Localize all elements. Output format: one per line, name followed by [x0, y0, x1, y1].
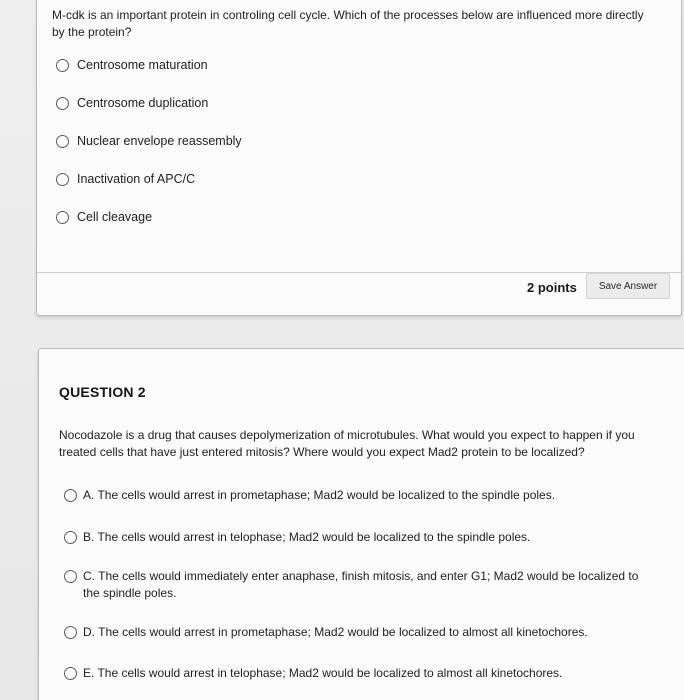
save-answer-button[interactable]: Save Answer — [586, 273, 670, 299]
radio-button[interactable] — [56, 59, 69, 72]
question-1-prompt: M-cdk is an important protein in controling cell cycle. Which of the processes below are influenced more directly by the protein? — [52, 8, 644, 39]
option-label: C. The cells would immediately enter anaphase, finish mitosis, and enter G1; Mad2 would be localized to the spindle poles. — [83, 569, 639, 600]
radio-button[interactable] — [56, 173, 69, 186]
question-2-card — [38, 348, 684, 700]
option-label: Nuclear envelope reassembly — [77, 134, 242, 148]
radio-button[interactable] — [64, 489, 77, 502]
q2-option-c[interactable] — [64, 568, 643, 602]
question-1-card — [36, 0, 682, 316]
q1-option-inactivation-apc-c[interactable] — [56, 172, 195, 186]
q2-option-d[interactable] — [64, 624, 643, 641]
option-label: B. The cells would arrest in telophase; Mad2 would be localized to the spindle poles. — [83, 530, 531, 544]
points-label: 2 points — [527, 280, 577, 295]
radio-button[interactable] — [56, 135, 69, 148]
option-label: D. The cells would arrest in prometaphase; Mad2 would be localized to almost all kinetochores. — [83, 625, 588, 639]
q1-option-centrosome-maturation[interactable] — [56, 58, 208, 72]
q2-option-a[interactable] — [64, 487, 643, 504]
q1-option-nuclear-envelope-reassembly[interactable] — [56, 134, 242, 148]
radio-button[interactable] — [56, 97, 69, 110]
question-2-prompt: Nocodazole is a drug that causes depolymerization of microtubules. What would you expect to happen if you treated cells that have just entered mitosis? Where would you expect Mad2 protein to be localized? — [59, 428, 635, 459]
divider — [37, 272, 681, 273]
option-label: E. The cells would arrest in telophase; Mad2 would be localized to almost all kinetochores. — [83, 666, 563, 680]
radio-button[interactable] — [64, 531, 77, 544]
radio-button[interactable] — [64, 667, 77, 680]
question-2-heading: QUESTION 2 — [59, 384, 146, 400]
radio-button[interactable] — [64, 626, 77, 639]
q2-option-e[interactable] — [64, 665, 643, 682]
option-label: Centrosome duplication — [77, 96, 209, 110]
option-label: A. The cells would arrest in prometaphase; Mad2 would be localized to the spindle poles. — [83, 488, 556, 502]
q2-option-b[interactable] — [64, 529, 643, 546]
radio-button[interactable] — [56, 211, 69, 224]
q1-option-cell-cleavage[interactable] — [56, 210, 152, 224]
radio-button[interactable] — [64, 570, 77, 583]
option-label: Centrosome maturation — [77, 58, 208, 72]
option-label: Cell cleavage — [77, 210, 153, 224]
option-label: Inactivation of APC/C — [77, 172, 196, 186]
q1-option-centrosome-duplication[interactable] — [56, 96, 208, 110]
